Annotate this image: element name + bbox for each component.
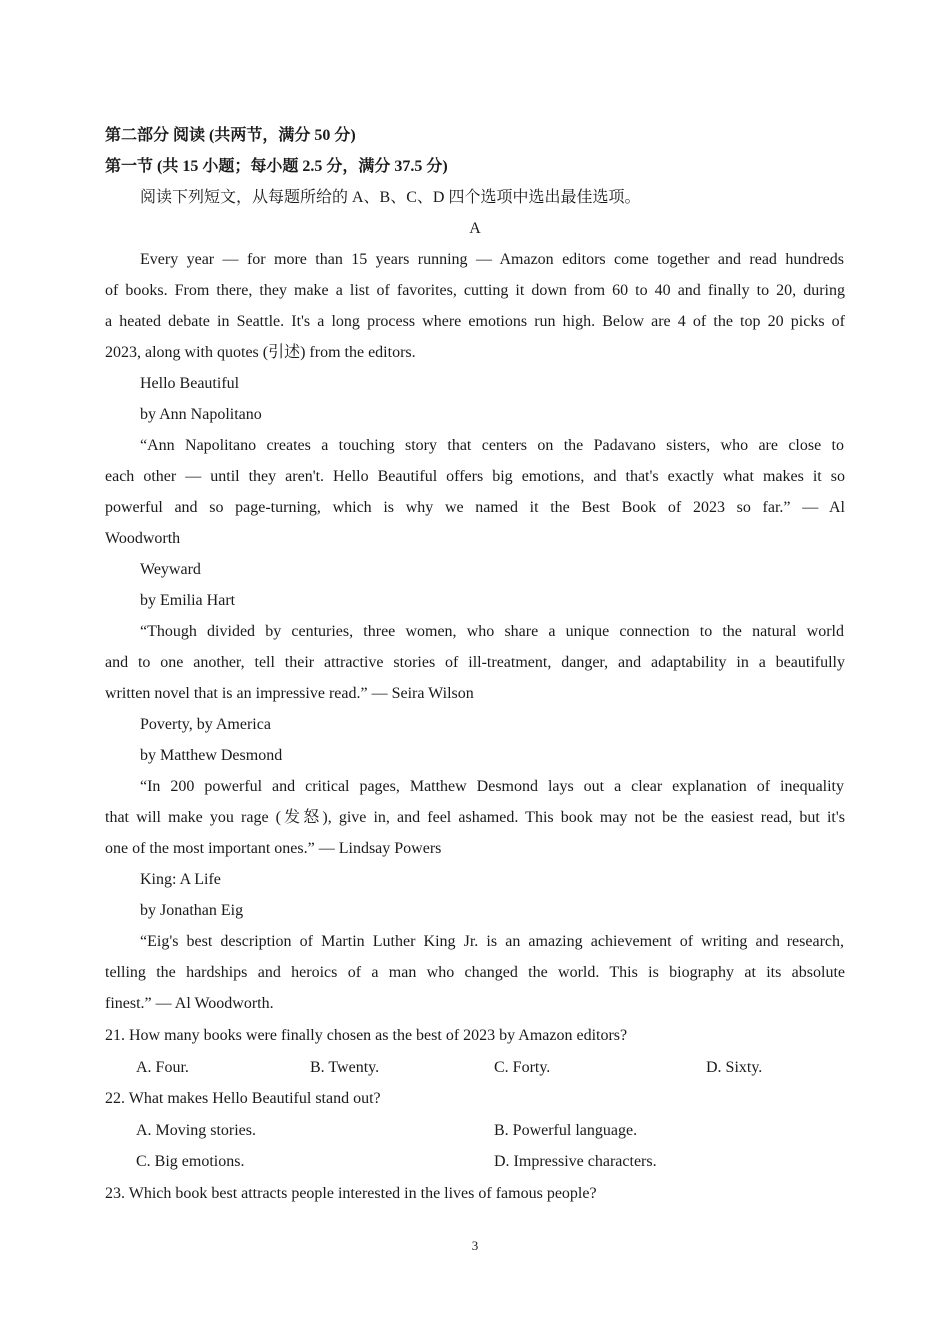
option-c: C. Forty. — [494, 1059, 551, 1076]
book-quote-line: and to one another, tell their attractive stories of ill-treatment, danger, and adaptability in a beautifully — [105, 654, 845, 671]
book-quote-line: “In 200 powerful and critical pages, Matthew Desmond lays out a clear explanation of inequality — [140, 778, 844, 795]
option-a: A. Moving stories. — [136, 1122, 256, 1139]
book-quote-line: that will make you rage (发怒), give in, and feel ashamed. This book may not be the easiest read, but it's — [105, 809, 845, 826]
book-quote-line: finest.” — Al Woodworth. — [105, 995, 274, 1012]
question-stem: 21. How many books were finally chosen as the best of 2023 by Amazon editors? — [105, 1027, 628, 1044]
page-number: 3 — [471, 1238, 479, 1253]
book-author: by Ann Napolitano — [140, 406, 262, 423]
book-quote-line: telling the hardships and heroics of a man who changed the world. This is biography at its absolute — [105, 964, 845, 981]
option-d: D. Impressive characters. — [494, 1153, 657, 1170]
option-a: A. Four. — [136, 1059, 189, 1076]
question-stem: 23. Which book best attracts people interested in the lives of famous people? — [105, 1185, 597, 1202]
question-stem: 22. What makes Hello Beautiful stand out? — [105, 1090, 381, 1107]
book-title: Hello Beautiful — [140, 375, 240, 392]
option-b: B. Twenty. — [310, 1059, 380, 1076]
book-quote-line: “Eig's best description of Martin Luther King Jr. is an amazing achievement of writing and research, — [140, 933, 844, 950]
part-heading: 第二部分 阅读 (共两节，满分 50 分) — [105, 127, 356, 144]
intro-line: Every year — for more than 15 years running — Amazon editors come together and read hundreds — [140, 251, 844, 268]
book-author: by Jonathan Eig — [140, 902, 244, 919]
intro-line: a heated debate in Seattle. It's a long process where emotions run high. Below are 4 of the top 20 picks of — [105, 313, 845, 330]
intro-line: 2023, along with quotes (引述) from the editors. — [105, 344, 416, 361]
book-title: King: A Life — [140, 871, 221, 888]
option-d: D. Sixty. — [706, 1059, 763, 1076]
book-author: by Emilia Hart — [140, 592, 236, 609]
book-quote-line: one of the most important ones.” — Lindsay Powers — [105, 840, 442, 857]
book-quote-line: “Ann Napolitano creates a touching story that centers on the Padavano sisters, who are close to — [140, 437, 844, 454]
book-quote-line: “Though divided by centuries, three women, who share a unique connection to the natural world — [140, 623, 844, 640]
passage-label: A — [469, 220, 481, 237]
book-quote-line: written novel that is an impressive read.” — Seira Wilson — [105, 685, 474, 702]
book-title: Weyward — [140, 561, 201, 578]
option-b: B. Powerful language. — [494, 1122, 638, 1139]
book-quote-line: Woodworth — [105, 530, 181, 547]
instruction-text: 阅读下列短文，从每题所给的 A、B、C、D 四个选项中选出最佳选项。 — [140, 189, 641, 206]
book-quote-line: each other — until they aren't. Hello Beautiful offers big emotions, and that's exactly what makes it so — [105, 468, 845, 485]
book-title: Poverty, by America — [140, 716, 271, 733]
section-heading: 第一节 (共 15 小题；每小题 2.5 分，满分 37.5 分) — [105, 158, 448, 175]
intro-line: of books. From there, they make a list of favorites, cutting it down from 60 to 40 and finally to 20, during — [105, 282, 845, 299]
book-quote-line: powerful and so page-turning, which is why we named it the Best Book of 2023 so far.” — Al — [105, 499, 845, 516]
option-c: C. Big emotions. — [136, 1153, 245, 1170]
book-author: by Matthew Desmond — [140, 747, 283, 764]
